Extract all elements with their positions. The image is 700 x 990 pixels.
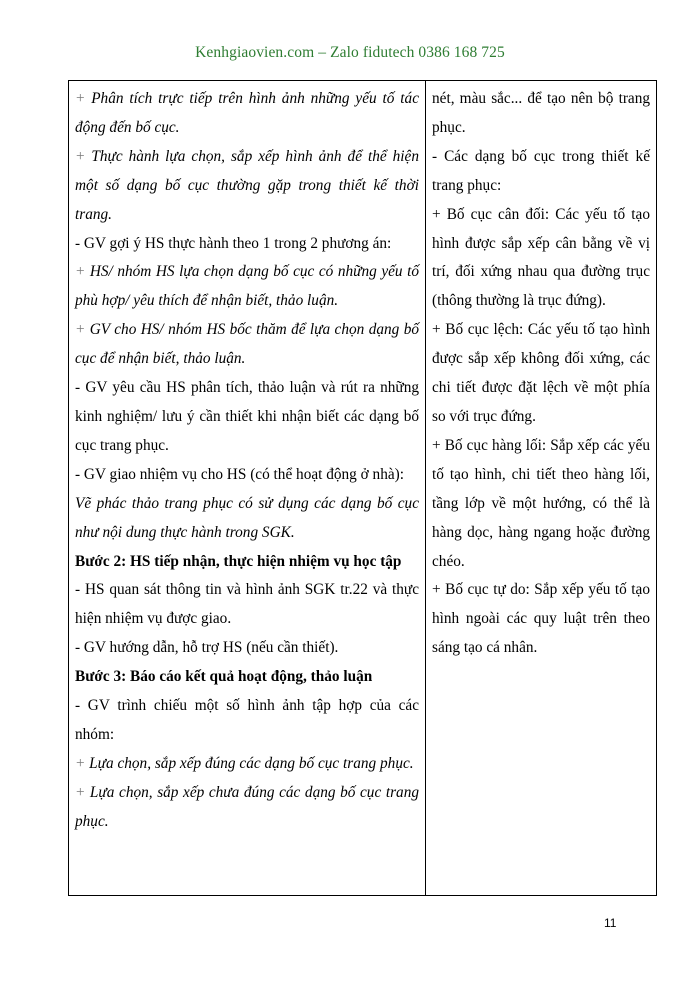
paragraph: + Phân tích trực tiếp trên hình ảnh những yếu tố tác động đến bố cục. <box>75 90 419 136</box>
paragraph: + Bố cục tự do: Sắp xếp yếu tố tạo hình ngoài các quy luật trên theo sáng tạo cá nhân. <box>432 581 650 657</box>
paragraph: + Lựa chọn, sắp xếp chưa đúng các dạng bố cục trang phục. <box>75 783 419 830</box>
paragraph: - GV giao nhiệm vụ cho HS (có thể hoạt động ở nhà): <box>75 465 404 483</box>
page-header <box>0 44 700 62</box>
content-table <box>68 80 657 896</box>
paragraph: - GV gợi ý HS thực hành theo 1 trong 2 phương án: <box>75 234 392 252</box>
paragraph: + Bố cục hàng lối: Sắp xếp các yếu tố tạo hình, chi tiết theo hàng lối, tầng lớp về một hướng, có thể là hàng dọc, hàng ngang hoặc đường chéo. <box>432 436 650 570</box>
header-separator: – <box>314 44 331 61</box>
paragraph: + Bố cục cân đối: Các yếu tố tạo hình được sắp xếp cân bằng về vị trí, đối xứng nhau qua đường trục (thông thường là trục đứng). <box>432 205 650 310</box>
paragraph: + Thực hành lựa chọn, sắp xếp hình ảnh để thể hiện một số dạng bố cục thường gặp trong thiết kế thời trang. <box>75 147 419 223</box>
page-number: 11 <box>604 916 617 930</box>
paragraph: + Bố cục lệch: Các yếu tố tạo hình được sắp xếp không đối xứng, các chi tiết được đặt lệch về một phía so với trục đứng. <box>432 321 650 425</box>
header-site[interactable]: Kenhgiaovien.com <box>195 44 315 61</box>
table-left-column <box>69 81 426 895</box>
paragraph: + GV cho HS/ nhóm HS bốc thăm để lựa chọn dạng bố cục để nhận biết, thảo luận. <box>75 321 419 368</box>
paragraph: - GV yêu cầu HS phân tích, thảo luận và rút ra những kinh nghiệm/ lưu ý cần thiết khi nhận biết các dạng bố cục trang phục. <box>75 379 419 454</box>
step-heading: Bước 2: HS tiếp nhận, thực hiện nhiệm vụ học tập <box>75 552 402 570</box>
paragraph: - GV hướng dẫn, hỗ trợ HS (nếu cần thiết). <box>75 639 339 657</box>
paragraph: Vẽ phác thảo trang phục có sử dụng các dạng bố cục như nội dung thực hành trong SGK. <box>75 494 419 541</box>
paragraph: + HS/ nhóm HS lựa chọn dạng bố cục có những yếu tố phù hợp/ yêu thích để nhận biết, thảo luận. <box>75 263 419 310</box>
paragraph: + Lựa chọn, sắp xếp đúng các dạng bố cục trang phục. <box>75 754 414 772</box>
paragraph: - HS quan sát thông tin và hình ảnh SGK tr.22 và thực hiện nhiệm vụ được giao. <box>75 581 419 628</box>
paragraph: nét, màu sắc... để tạo nên bộ trang phục. <box>432 90 650 136</box>
header-contact: Zalo fidutech 0386 168 725 <box>330 44 505 61</box>
paragraph: - Các dạng bố cục trong thiết kế trang phục: <box>432 147 650 194</box>
step-heading: Bước 3: Báo cáo kết quả hoạt động, thảo luận <box>75 668 373 686</box>
paragraph: - GV trình chiếu một số hình ảnh tập hợp của các nhóm: <box>75 697 419 743</box>
table-right-column <box>426 81 656 895</box>
